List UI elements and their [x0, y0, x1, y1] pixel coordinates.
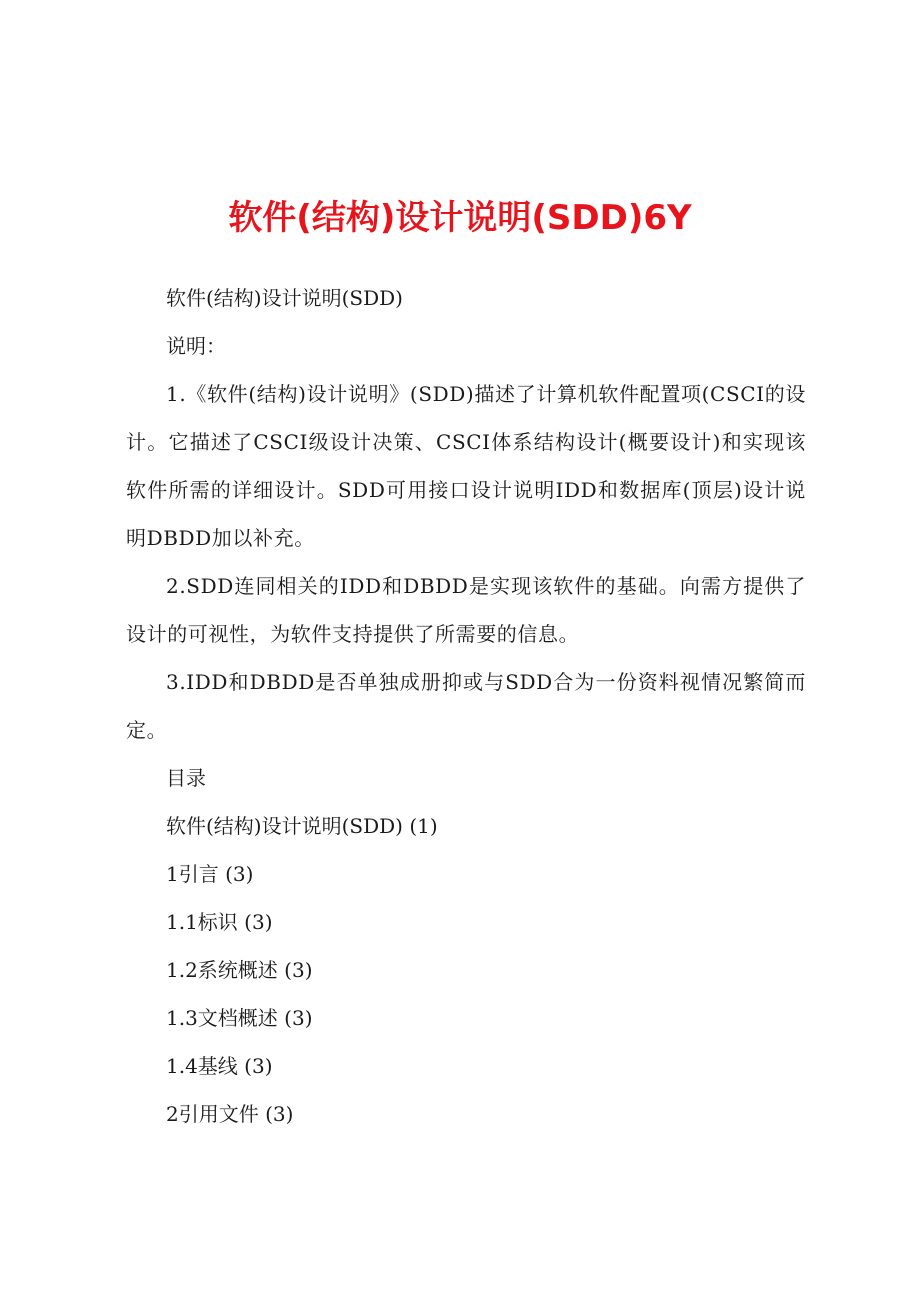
toc-entry: 1.2系统概述 (3)	[166, 958, 313, 982]
toc-entry: 2引用文件 (3)	[166, 1102, 294, 1126]
toc-heading: 目录	[166, 766, 206, 790]
note-heading: 说明：	[166, 334, 226, 358]
note-paragraph-2: 2.SDD连同相关的IDD和DBDD是实现该软件的基础。向需方提供了设计的可视性，为软件支持提供了所需要的信息。	[126, 574, 806, 646]
note-paragraph-3: 3.IDD和DBDD是否单独成册抑或与SDD合为一份资料视情况繁简而定。	[126, 670, 806, 742]
toc-entry: 1引言 (3)	[166, 862, 254, 886]
toc-entry: 1.1标识 (3)	[166, 910, 273, 934]
document-subtitle: 软件(结构)设计说明(SDD)	[166, 286, 403, 310]
toc-entry: 1.4基线 (3)	[166, 1054, 273, 1078]
toc-entry: 1.3文档概述 (3)	[166, 1006, 313, 1030]
document-title: 软件(结构)设计说明(SDD)6Y	[228, 198, 692, 238]
note-paragraph-1: 1.《软件(结构)设计说明》(SDD)描述了计算机软件配置项(CSCI的设计。它描述了CSCI级设计决策、CSCI体系结构设计(概要设计)和实现该软件所需的详细设计。SDD可用接口设计说明IDD和数据库(顶层)设计说明DBDD加以补充。	[126, 382, 806, 550]
toc-entry: 软件(结构)设计说明(SDD) (1)	[166, 814, 438, 838]
